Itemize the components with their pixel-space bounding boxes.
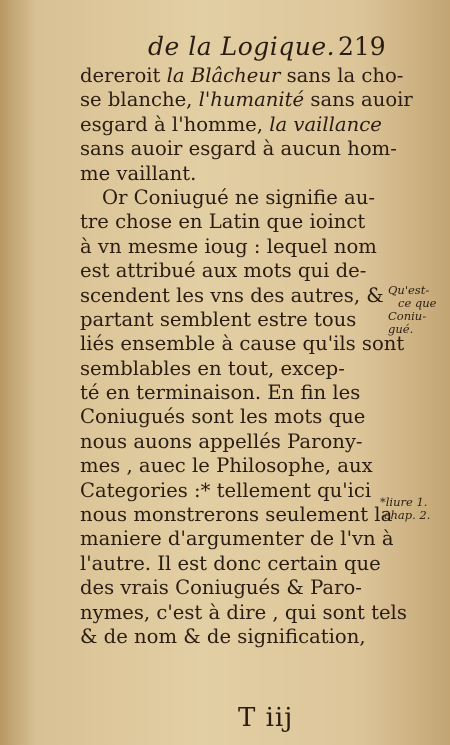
text-line: est attribué aux mots qui de- [80,259,367,283]
text-line: mes , auec le Philosophe, aux [80,454,373,478]
text-line: se blanche, l'humanité sans auoir [80,88,413,112]
text-line: Categories :* tellement qu'ici [80,478,372,502]
text-line: nous monstrerons seulement la [80,503,393,527]
text-line: liés ensemble à cause qu'ils sont [80,332,405,356]
text-line: esgard à l'homme, la vaillance [80,112,382,136]
marginal-note-reference: *liure 1. chap. 2. [380,495,431,522]
text-line: des vrais Coniugués & Paro- [80,576,362,600]
text-line: tre chose en Latin que ioinct [80,210,366,234]
text-line: me vaillant. [80,161,197,185]
text-line: nous auons appellés Parony- [80,429,363,453]
signature-mark: T iij [238,703,294,733]
text-line: l'autre. Il est donc certain que [80,551,381,575]
text-line: & de nom & de signification, [80,624,366,648]
text-line: semblables en tout, excep- [80,356,345,380]
text-line: dereroit la Blâcheur sans la cho- [80,64,404,87]
text-line: nymes, c'est à dire , qui sont tels [80,600,407,624]
text-line: scendent les vns des autres, & [80,283,384,307]
paragraph-start-line: Or Coniugué ne signifie au- [102,185,375,209]
text-line: té en terminaison. En fin les [80,381,361,405]
running-head: de la Logique. [148,32,336,61]
marginal-note-coniugue: Qu'est- ce que Coniu- gué. [388,283,437,336]
page-header [148,32,398,62]
page-number: 219 [338,32,386,61]
text-line: à vn mesme ioug : lequel nom [80,234,377,258]
text-line: maniere d'argumenter de l'vn à [80,527,394,551]
text-line: partant semblent estre tous [80,307,357,331]
text-line: Coniugués sont les mots que [80,405,366,429]
text-line: sans auoir esgard à aucun hom- [80,137,397,161]
